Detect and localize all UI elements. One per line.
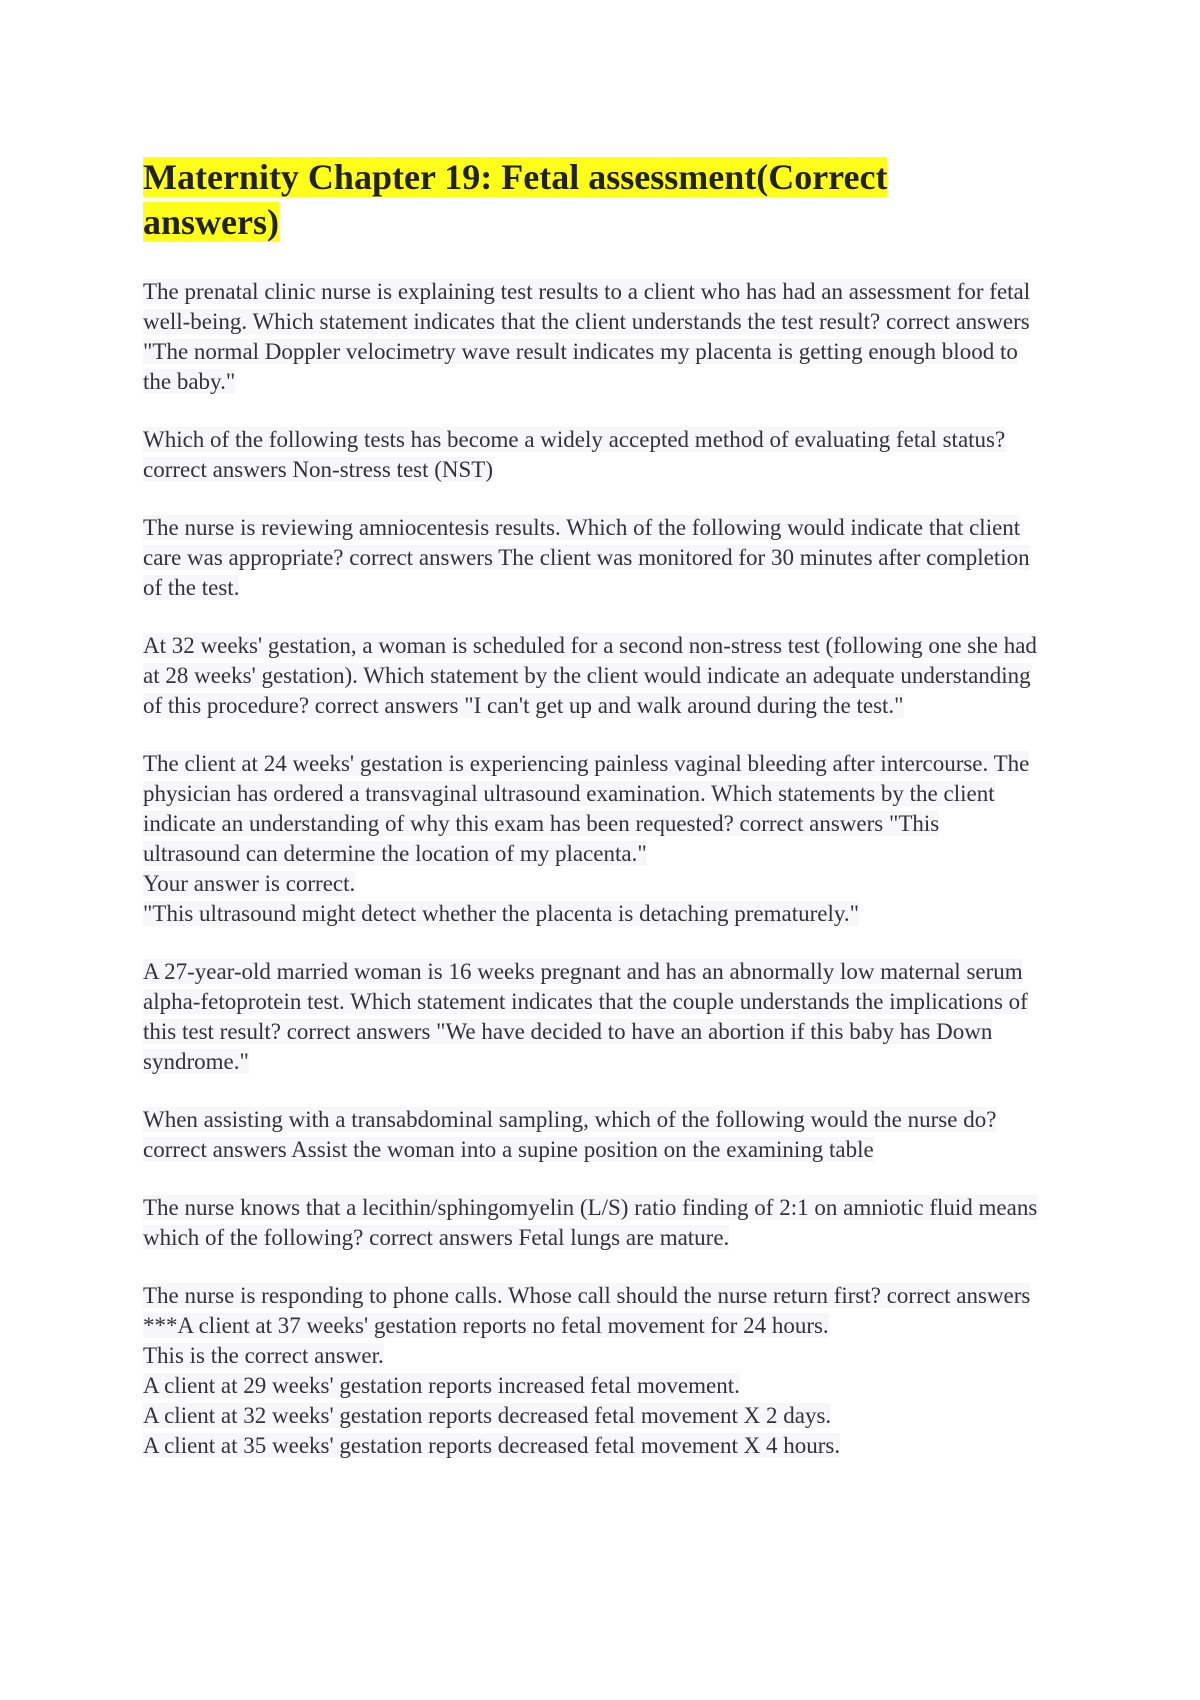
qa-line bbox=[143, 779, 1073, 809]
qa-line bbox=[143, 1105, 1073, 1135]
qa-line bbox=[143, 1281, 1073, 1311]
qa-line-text: When assisting with a transabdominal sampling, which of the following would the nurse do? bbox=[143, 1107, 997, 1132]
qa-line-text: of this procedure? correct answers "I can't get up and walk around during the test." bbox=[143, 693, 904, 718]
qa-line-text: syndrome." bbox=[143, 1049, 249, 1074]
qa-line-text: Your answer is correct. bbox=[143, 871, 356, 896]
qa-line-text: Which of the following tests has become a widely accepted method of evaluating fetal status? bbox=[143, 427, 1006, 452]
qa-line bbox=[143, 1341, 1073, 1371]
qa-line-text: physician has ordered a transvaginal ultrasound examination. Which statements by the client bbox=[143, 781, 995, 806]
qa-line-text: correct answers Non-stress test (NST) bbox=[143, 457, 494, 482]
qa-line-text: A client at 29 weeks' gestation reports increased fetal movement. bbox=[143, 1373, 740, 1398]
qa-line-text: this test result? correct answers "We have decided to have an abortion if this baby has Down bbox=[143, 1019, 993, 1044]
qa-line bbox=[143, 691, 1073, 721]
qa-line bbox=[143, 987, 1073, 1017]
qa-line bbox=[143, 543, 1073, 573]
qa-line-text: The nurse knows that a lecithin/sphingomyelin (L/S) ratio finding of 2:1 on amniotic fluid means bbox=[143, 1195, 1038, 1220]
qa-line-text: well-being. Which statement indicates that the client understands the test result? correct answers bbox=[143, 309, 1030, 334]
qa-line bbox=[143, 631, 1073, 661]
qa-line bbox=[143, 809, 1073, 839]
qa-item bbox=[143, 1105, 1073, 1165]
qa-item bbox=[143, 749, 1073, 929]
qa-line bbox=[143, 367, 1073, 397]
qa-line-text: "The normal Doppler velocimetry wave result indicates my placenta is getting enough blood to bbox=[143, 339, 1018, 364]
qa-line-text: "This ultrasound might detect whether the placenta is detaching prematurely." bbox=[143, 901, 859, 926]
qa-line-text: which of the following? correct answers Fetal lungs are mature. bbox=[143, 1225, 730, 1250]
document-title bbox=[143, 155, 903, 245]
qa-item bbox=[143, 513, 1073, 603]
qa-line bbox=[143, 1371, 1073, 1401]
qa-item bbox=[143, 277, 1073, 397]
qa-line bbox=[143, 513, 1073, 543]
qa-line bbox=[143, 839, 1073, 869]
qa-line-text: indicate an understanding of why this exam has been requested? correct answers "This bbox=[143, 811, 940, 836]
qa-line-text: This is the correct answer. bbox=[143, 1343, 384, 1368]
qa-line bbox=[143, 1431, 1073, 1461]
qa-line-text: A client at 35 weeks' gestation reports decreased fetal movement X 4 hours. bbox=[143, 1433, 841, 1458]
qa-line-text: The client at 24 weeks' gestation is experiencing painless vaginal bleeding after intercourse. The bbox=[143, 751, 1030, 776]
qa-line bbox=[143, 749, 1073, 779]
qa-line bbox=[143, 1223, 1073, 1253]
qa-line-text: A client at 32 weeks' gestation reports decreased fetal movement X 2 days. bbox=[143, 1403, 832, 1428]
qa-item bbox=[143, 1193, 1073, 1253]
qa-item bbox=[143, 631, 1073, 721]
title-highlight: Maternity Chapter 19: Fetal assessment(Correct answers) bbox=[143, 157, 888, 242]
qa-line-text: of the test. bbox=[143, 575, 240, 600]
qa-line bbox=[143, 307, 1073, 337]
qa-line bbox=[143, 869, 1073, 899]
qa-line bbox=[143, 1047, 1073, 1077]
qa-line bbox=[143, 1017, 1073, 1047]
qa-line bbox=[143, 1311, 1073, 1341]
qa-line-text: The nurse is responding to phone calls. Whose call should the nurse return first? correct answers bbox=[143, 1283, 1031, 1308]
qa-list bbox=[143, 277, 1073, 1461]
qa-line-text: The prenatal clinic nurse is explaining test results to a client who has had an assessment for fetal bbox=[143, 279, 1031, 304]
qa-line bbox=[143, 455, 1073, 485]
qa-line bbox=[143, 1401, 1073, 1431]
document-page bbox=[143, 155, 1073, 1489]
qa-line-text: ***A client at 37 weeks' gestation reports no fetal movement for 24 hours. bbox=[143, 1313, 829, 1338]
qa-line-text: The nurse is reviewing amniocentesis results. Which of the following would indicate that client bbox=[143, 515, 1021, 540]
qa-line bbox=[143, 1193, 1073, 1223]
qa-line-text: correct answers Assist the woman into a supine position on the examining table bbox=[143, 1137, 874, 1162]
qa-item bbox=[143, 425, 1073, 485]
qa-line-text: the baby." bbox=[143, 369, 236, 394]
qa-line bbox=[143, 337, 1073, 367]
qa-line-text: care was appropriate? correct answers The client was monitored for 30 minutes after completion bbox=[143, 545, 1030, 570]
qa-line bbox=[143, 425, 1073, 455]
qa-line-text: at 28 weeks' gestation). Which statement by the client would indicate an adequate understanding bbox=[143, 663, 1031, 688]
qa-item bbox=[143, 1281, 1073, 1461]
qa-line bbox=[143, 899, 1073, 929]
qa-item bbox=[143, 957, 1073, 1077]
qa-line-text: At 32 weeks' gestation, a woman is scheduled for a second non-stress test (following one she had bbox=[143, 633, 1037, 658]
qa-line bbox=[143, 277, 1073, 307]
qa-line bbox=[143, 957, 1073, 987]
qa-line bbox=[143, 573, 1073, 603]
qa-line bbox=[143, 661, 1073, 691]
qa-line bbox=[143, 1135, 1073, 1165]
qa-line-text: alpha-fetoprotein test. Which statement indicates that the couple understands the implications of bbox=[143, 989, 1028, 1014]
qa-line-text: ultrasound can determine the location of my placenta." bbox=[143, 841, 647, 866]
qa-line-text: A 27-year-old married woman is 16 weeks pregnant and has an abnormally low maternal serum bbox=[143, 959, 1023, 984]
